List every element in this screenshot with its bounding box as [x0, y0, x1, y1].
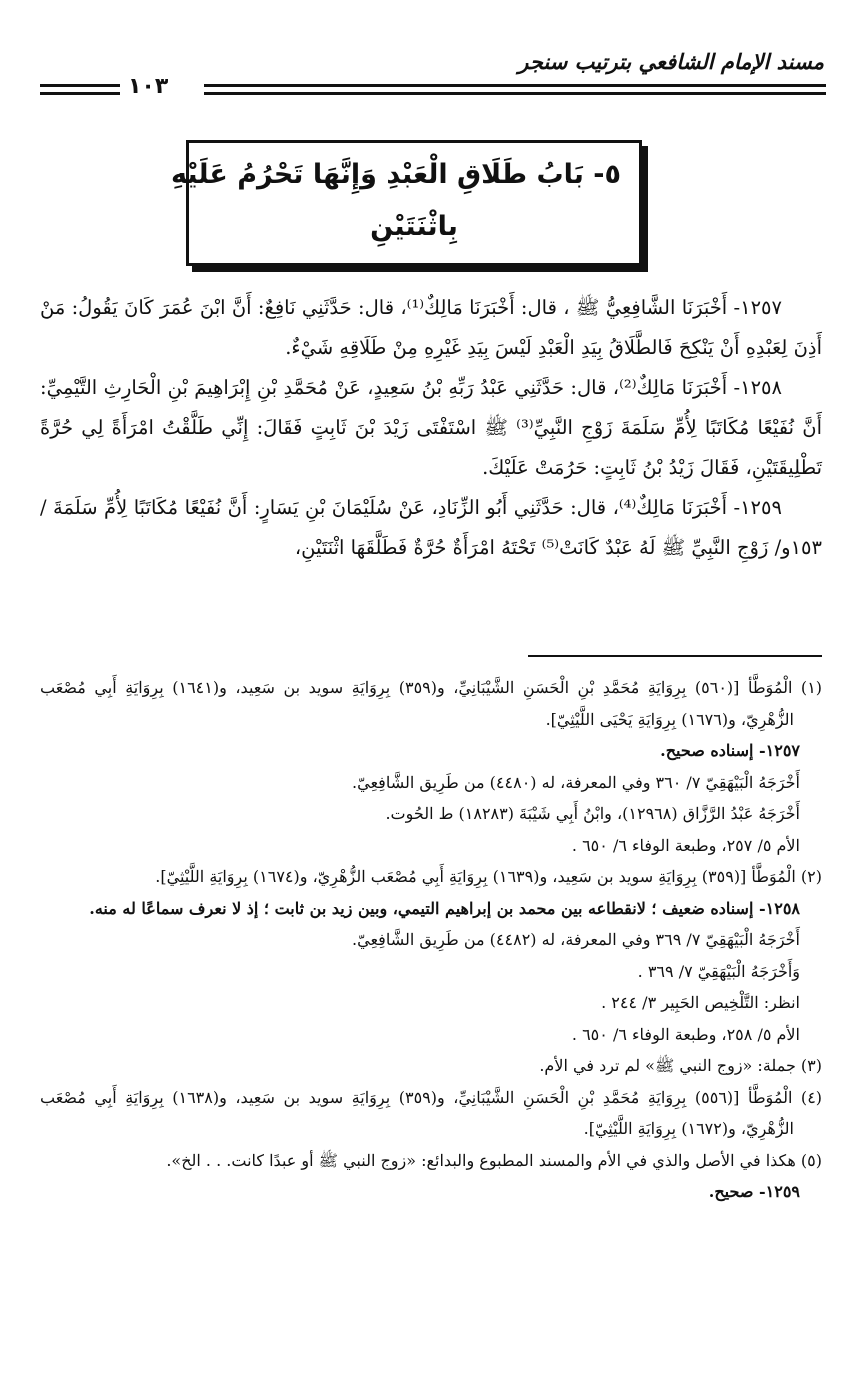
hadith-1259: ١٢٥٩- أَخْبَرَنَا مَالِكٌ⁽⁴⁾، قال: حَدَّثَنِي أَبُو الزِّنَادِ، عَنْ سُلَيْمَانَ بْنِ يَسَارٍ: أَنَّ نُفَيْعًا مُكَاتَبًا لِأُمِّ سَلَمَةَ /١٥٣و/ زَوْجِ النَّبِيِّ ﷺ لَهُ عَبْدٌ كَانَتْ⁽⁵⁾ تَحْتَهُ امْرَأَةٌ حُرَّةٌ فَطَلَّقَهَا اثْنَتَيْنِ،: [40, 496, 822, 559]
chapter-title-line-1: ٥- بَابُ طَلَاقِ الْعَبْدِ وَإِنَّهَا تَحْرُمُ عَلَيْهِ: [170, 159, 621, 190]
hadith-1258: ١٢٥٨- أَخْبَرَنَا مَالِكٌ⁽²⁾، قال: حَدَّثَنِي عَبْدُ رَبِّهِ بْنُ سَعِيدٍ، عَنْ مُحَمَّدِ بْنِ إِبْرَاهِيمَ بْنِ الْحَارِثِ التَّيْمِيِّ: أَنَّ نُفَيْعًا مُكَاتَبًا لِأُمِّ سَلَمَةَ زَوْجِ النَّبِيِّ⁽³⁾ ﷺ اسْتَفْتَى زَيْدَ بْنَ ثَابِتٍ فَقَالَ: إِنِّي طَلَّقْتُ امْرَأَةً لِي حُرَّةً تَطْلِيقَتَيْنِ، فَقَالَ زَيْدُ بْنُ ثَابِتٍ: حَرُمَتْ عَلَيْكَ.: [40, 376, 822, 479]
header-rule-right-top: [204, 84, 826, 87]
footnote-2-source-3: انظر: التَّلْخِيص الحَبِير ٣/ ٢٤٤ .: [601, 993, 800, 1012]
chapter-title-box: [170, 140, 642, 266]
footnote-2-source-2: وَأَخْرَجَهُ الْبَيْهَقِيّ ٧/ ٣٦٩ .: [637, 961, 800, 981]
footnote-2-source-1: أَخْرَجَهُ الْبَيْهَقِيّ ٧/ ٣٦٩ وفي المعرفة، له (٤٤٨٢) من طَرِيق الشَّافِعِيّ.: [352, 930, 800, 949]
footnote-5-grading: ١٢٥٩- صحيح.: [708, 1182, 800, 1201]
footnote-5: (٥) هكذا في الأصل والذي في الأم والمسند المطبوع والبدائع: «زوج النبي ﷺ أو عبدًا كانت. . . الخ».: [166, 1150, 822, 1170]
footnote-1-source-2: أَخْرَجَهُ عَبْدُ الرَّزَّاق (١٢٩٦٨)، وابْنُ أَبِي شَيْبَةَ (١٨٢٨٣) ط الحُوت.: [385, 804, 800, 823]
header-rule-right-bottom: [204, 92, 826, 95]
footnotes: [40, 672, 822, 1208]
page-number: ١٠٣: [128, 74, 169, 99]
hadith-1257: ١٢٥٧- أَخْبَرَنَا الشَّافِعِيُّ ﷺ ، قال: أَخْبَرَنَا مَالِكٌ⁽¹⁾، قال: حَدَّثَنِي نَافِعٌ: أَنَّ ابْنَ عُمَرَ كَانَ يَقُولُ: مَنْ أَذِنَ لِعَبْدِهِ أَنْ يَنْكِحَ فَالطَّلَاقُ بِيَدِ الْعَبْدِ لَيْسَ بِيَدِ غَيْرِهِ مِنْ طَلَاقِهِ شَيْءٌ.: [40, 296, 822, 359]
footnote-2-grading: ١٢٥٨- إسناده ضعيف ؛ لانقطاعه بين محمد بن إبراهيم التيمي، وبين زيد بن ثابت ؛ إذ لا نعرف سماعًا له منه.: [89, 898, 800, 918]
header-rule-left-top: [40, 84, 120, 87]
footnote-2-source-4: الأم ٥/ ٢٥٨، وطبعة الوفاء ٦/ ٦٥٠ .: [571, 1024, 800, 1044]
running-title: مسند الإمام الشافعي بترتيب سنجر: [518, 50, 824, 74]
footnote-3: (٣) جملة: «زوج النبي ﷺ» لم ترد في الأم.: [539, 1056, 822, 1075]
footnote-1-source-3: الأم ٥/ ٢٥٧، وطبعة الوفاء ٦/ ٦٥٠ .: [571, 835, 800, 855]
footnote-1-grading: ١٢٥٧- إسناده صحيح.: [660, 741, 800, 760]
chapter-title-line-2: بِاثْنَتَيْنِ: [370, 211, 458, 242]
footnote-1: (١) الْمُوَطَّأ [(٥٦٠) بِرِوَايَةِ مُحَمَّدِ بْنِ الْحَسَنِ الشَّيْبَانِيِّ، و(٣٥٩) بِرِوَايَةِ سويد بن سَعِيد، و(١٦٤١) بِرِوَايَةِ أَبِي مُصْعَب الزُّهْرِيّ، و(١٦٧٦) بِرِوَايَةِ يَحْيَى اللَّيْثِيّ].: [40, 678, 823, 729]
footnote-4: (٤) الْمُوَطَّأ [(٥٥٦) بِرِوَايَةِ مُحَمَّدِ بْنِ الْحَسَنِ الشَّيْبَانِيِّ، و(٣٥٩) بِرِوَايَةِ سويد بن سَعِيد، و(١٦٣٨) بِرِوَايَةِ أَبِي مُصْعَب الزُّهْرِيّ، و(١٦٧٢) بِرِوَايَةِ اللَّيْثِيّ].: [40, 1087, 823, 1138]
main-text: [40, 288, 822, 568]
footnote-separator: [528, 655, 822, 657]
footnote-2: (٢) الْمُوَطَّأ [(٣٥٩) بِرِوَايَةِ سويد بن سَعِيد، و(١٦٣٩) بِرِوَايَةِ أَبِي مُصْعَب الزُّهْرِيّ، و(١٦٧٤) بِرِوَايَةِ اللَّيْثِيّ].: [155, 867, 822, 886]
footnote-1-source-1: أَخْرَجَهُ الْبَيْهَقِيّ ٧/ ٣٦٠ وفي المعرفة، له (٤٤٨٠) من طَرِيق الشَّافِعِيّ.: [352, 772, 800, 792]
header-rule-left-bottom: [40, 92, 120, 95]
